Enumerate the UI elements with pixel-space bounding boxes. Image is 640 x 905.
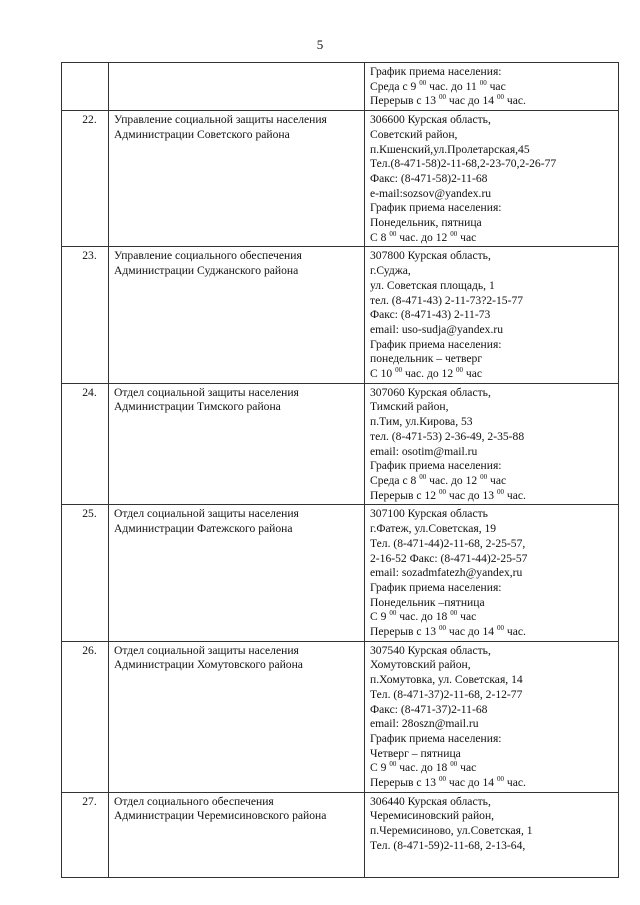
contact-info-line: понедельник – четверг <box>370 352 483 366</box>
agency-name <box>109 111 365 247</box>
row-number-text: 27. <box>82 794 97 808</box>
row-number-text: 23. <box>82 249 97 263</box>
time-superscript: 00 <box>438 624 446 633</box>
contact-info-line: Хомутовский район, <box>370 658 471 672</box>
row-number <box>62 792 109 877</box>
contact-info-line: График приема населения: <box>370 580 502 594</box>
row-number-text: 25. <box>82 507 97 521</box>
time-superscript: 00 <box>438 775 446 784</box>
contact-info-line: График приема населения: <box>370 459 502 473</box>
table-row <box>62 383 619 505</box>
time-superscript: 00 <box>389 609 397 618</box>
contact-info-line: Тел. (8-471-59)2-11-68, 2-13-64, <box>370 838 526 852</box>
contact-info-line: Факс: (8-471-37)2-11-68 <box>370 702 488 716</box>
row-number <box>62 505 109 641</box>
contact-info-line: Перерыв с 12 $^{00}$ час до 13 $^{00}$ час. <box>370 487 526 502</box>
contact-info-line: Факс: (8-471-43) 2-11-73 <box>370 308 491 322</box>
row-number-text: 26. <box>82 643 97 657</box>
contact-info-line: 307540 Курская область, <box>370 643 491 657</box>
row-number <box>62 63 109 111</box>
agency-name-line: Администрации Тимского района <box>114 400 281 414</box>
contact-info-line: С 8 $^{00}$ час. до 12 $^{00}$ час <box>370 229 477 244</box>
agency-name <box>109 505 365 641</box>
table-body <box>62 63 619 878</box>
contact-info-line: С 9 $^{00}$ час. до 18 $^{00}$ час <box>370 760 477 775</box>
time-superscript: 00 <box>496 487 504 496</box>
agency-name-line: Отдел социальной защиты населения <box>114 385 299 399</box>
contact-info-line: 307800 Курская область, <box>370 249 491 263</box>
agency-name-line: Отдел социальной защиты населения <box>114 507 299 521</box>
time-superscript: 00 <box>438 487 446 496</box>
contact-info-line: email: osotim@mail.ru <box>370 444 478 458</box>
contact-info-line: График приема населения: <box>370 731 502 745</box>
table-row <box>62 641 619 792</box>
contact-info-line: Факс: (8-471-58)2-11-68 <box>370 171 488 185</box>
contact-info-line: Тел. (8-471-37)2-11-68, 2-12-77 <box>370 687 523 701</box>
contact-info-line: Тел. (8-471-44)2-11-68, 2-25-57, <box>370 536 526 550</box>
contact-info-line: ул. Советская площадь, 1 <box>370 278 495 292</box>
contact-info <box>365 383 619 505</box>
row-number <box>62 641 109 792</box>
contact-info-line: п.Тим, ул.Кирова, 53 <box>370 415 473 429</box>
contact-info-line: п.Кшенский,ул.Пролетарская,45 <box>370 142 530 156</box>
contact-info-line: Перерыв с 13 $^{00}$ час до 14 $^{00}$ час. <box>370 624 526 639</box>
agency-name-line: Отдел социальной защиты населения <box>114 643 299 657</box>
agency-name-line: Администрации Черемисиновского района <box>114 809 327 823</box>
contact-info-line: С 9 $^{00}$ час. до 18 $^{00}$ час <box>370 609 477 624</box>
agency-name-line: Администрации Фатежского района <box>114 522 293 536</box>
contact-info-line: email: 28oszn@mail.ru <box>370 717 479 731</box>
contact-info-line: Понедельник –пятница <box>370 595 485 609</box>
time-superscript: 00 <box>450 760 458 769</box>
row-number <box>62 383 109 505</box>
contact-info-line: Перерыв с 13 $^{00}$ час до 14 $^{00}$ час. <box>370 93 526 108</box>
contact-info-line: п.Черемисиново, ул.Советская, 1 <box>370 824 533 838</box>
table-row <box>62 63 619 111</box>
contact-info-line: Перерыв с 13 $^{00}$ час до 14 $^{00}$ час. <box>370 775 526 790</box>
time-superscript: 00 <box>438 93 446 102</box>
time-superscript: 00 <box>395 366 403 375</box>
contact-info-line: email: uso-sudja@yandex.ru <box>370 322 504 336</box>
table-row <box>62 792 619 877</box>
contact-info-line: График приема населения: <box>370 337 502 351</box>
contact-info-line: Четверг – пятница <box>370 746 461 760</box>
contact-info-line: График приема населения: <box>370 201 502 215</box>
agency-name <box>109 63 365 111</box>
page-number: 5 <box>316 37 324 52</box>
table-row <box>62 111 619 247</box>
contact-info-line: 2-16-52 Факс: (8-471-44)2-25-57 <box>370 551 528 565</box>
contact-info-line: п.Хомутовка, ул. Советская, 14 <box>370 673 523 687</box>
time-superscript: 00 <box>456 366 464 375</box>
row-number-text: 24. <box>82 385 97 399</box>
time-superscript: 00 <box>479 78 487 87</box>
table-row <box>62 505 619 641</box>
time-superscript: 00 <box>389 229 397 238</box>
agency-name <box>109 792 365 877</box>
time-superscript: 00 <box>496 775 504 784</box>
contact-info-line: г.Фатеж, ул.Советская, 19 <box>370 522 497 536</box>
time-superscript: 00 <box>450 609 458 618</box>
contact-info-line: Среда с 9 $^{00}$ час. до 11 $^{00}$ час <box>370 78 506 93</box>
contact-info <box>365 111 619 247</box>
contact-info-line: тел. (8-471-53) 2-36-49, 2-35-88 <box>370 429 525 443</box>
table-row <box>62 247 619 383</box>
agency-name <box>109 247 365 383</box>
contact-info-line: 306440 Курская область, <box>370 794 491 808</box>
agency-name-line: Управление социальной защиты населения <box>114 113 327 127</box>
contact-info-line: 307100 Курская область <box>370 507 488 521</box>
agency-name-line: Управление социального обеспечения <box>114 249 302 263</box>
contact-info-line: Советский район, <box>370 127 458 141</box>
time-superscript: 00 <box>480 472 488 481</box>
time-superscript: 00 <box>496 93 504 102</box>
contact-info-line: Среда с 8 $^{00}$ час. до 12 $^{00}$ час <box>370 472 507 487</box>
contact-info <box>365 247 619 383</box>
contact-info <box>365 792 619 877</box>
contact-info-line: 307060 Курская область, <box>370 385 491 399</box>
contact-info-line: Тимский район, <box>370 400 449 414</box>
contact-info <box>365 641 619 792</box>
contact-info-line: Тел.(8-471-58)2-11-68,2-23-70,2-26-77 <box>370 157 557 171</box>
contact-info-line: Черемисиновский район, <box>370 809 495 823</box>
contact-info-line: 306600 Курская область, <box>370 113 491 127</box>
contact-info-line: тел. (8-471-43) 2-11-73?2-15-77 <box>370 293 524 307</box>
row-number <box>62 247 109 383</box>
agency-name <box>109 383 365 505</box>
contact-info-line: email: sozadmfatezh@yandex,ru <box>370 566 523 580</box>
agency-table <box>61 62 619 878</box>
contact-info <box>365 63 619 111</box>
time-superscript: 00 <box>419 472 427 481</box>
time-superscript: 00 <box>496 624 504 633</box>
time-superscript: 00 <box>389 760 397 769</box>
time-superscript: 00 <box>419 78 427 87</box>
agency-name-line: Отдел социального обеспечения <box>114 794 274 808</box>
contact-info-line: e-mail:sozsov@yandex.ru <box>370 186 492 200</box>
agency-name-line: Администрации Хомутовского района <box>114 658 303 672</box>
contact-info <box>365 505 619 641</box>
row-number <box>62 111 109 247</box>
contact-info-line: С 10 $^{00}$ час. до 12 $^{00}$ час <box>370 366 483 381</box>
contact-info-line: г.Суджа, <box>370 264 411 278</box>
agency-name <box>109 641 365 792</box>
agency-name-line: Администрации Суджанского района <box>114 264 299 278</box>
agency-name-line: Администрации Советского района <box>114 127 290 141</box>
contact-info-line: График приема населения: <box>370 65 502 78</box>
contact-info-line: Понедельник, пятница <box>370 216 482 230</box>
row-number-text: 22. <box>82 113 97 127</box>
time-superscript: 00 <box>450 229 458 238</box>
